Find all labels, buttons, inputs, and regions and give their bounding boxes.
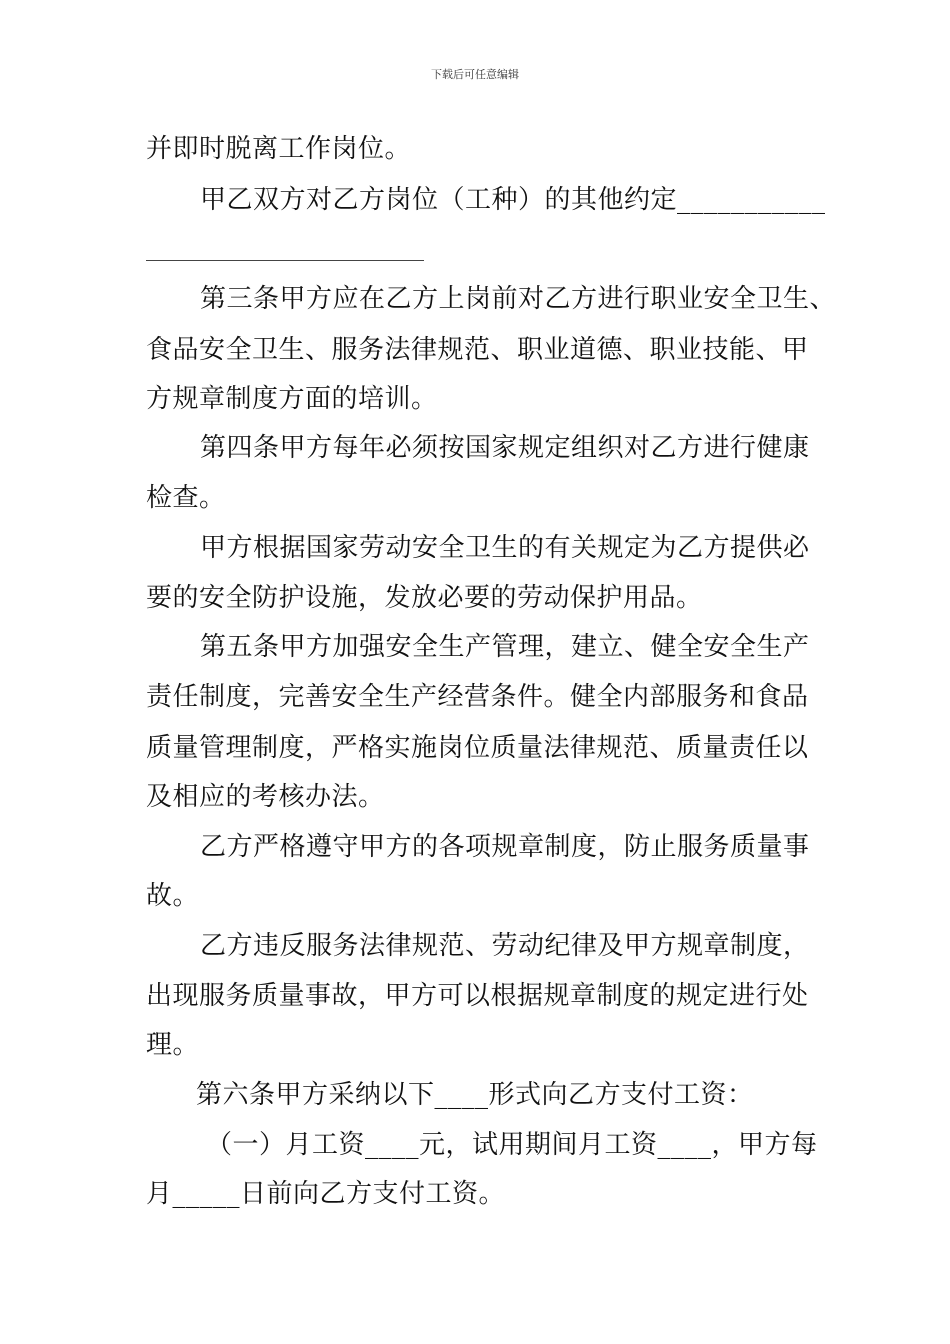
- text-line: 并即时脱离工作岗位。: [146, 134, 412, 164]
- text-line: 甲方根据国家劳动安全卫生的有关规定为乙方提供必: [200, 533, 810, 563]
- text-line: 月_____日前向乙方支付工资。: [146, 1179, 506, 1209]
- text-line: 及相应的考核办法。: [146, 782, 385, 812]
- text-line: 检查。: [146, 483, 226, 513]
- page-header: 下载后可任意编辑: [431, 68, 519, 81]
- text-line: 甲乙双方对乙方岗位（工种）的其他约定___________: [200, 185, 826, 215]
- text-line: 第三条甲方应在乙方上岗前对乙方进行职业安全卫生、: [200, 284, 837, 314]
- text-line: 故。: [146, 881, 200, 911]
- text-line: （一）月工资____元，试用期间月工资____，甲方每: [206, 1130, 818, 1160]
- text-line: 乙方严格遵守甲方的各项规章制度，防止服务质量事: [200, 832, 810, 862]
- text-line: 理。: [146, 1030, 200, 1060]
- text-line: 方规章制度方面的培训。: [146, 384, 438, 414]
- text-line: 责任制度，完善安全生产经营条件。健全内部服务和食品: [146, 682, 809, 712]
- text-line: 第五条甲方加强安全生产管理，建立、健全安全生产: [200, 632, 810, 662]
- fill-in-blank-line: [146, 260, 424, 261]
- text-line: 第四条甲方每年必须按国家规定组织对乙方进行健康: [200, 433, 810, 463]
- text-line: 质量管理制度，严格实施岗位质量法律规范、质量责任以: [146, 733, 809, 763]
- text-line: 出现服务质量事故，甲方可以根据规章制度的规定进行处: [146, 981, 809, 1011]
- text-line: 乙方违反服务法律规范、劳动纪律及甲方规章制度，: [200, 931, 810, 961]
- text-line: 食品安全卫生、服务法律规范、职业道德、职业技能、甲: [146, 335, 809, 365]
- text-line: 第六条甲方采纳以下____形式向乙方支付工资：: [196, 1080, 754, 1110]
- text-line: 要的安全防护设施，发放必要的劳动保护用品。: [146, 583, 703, 613]
